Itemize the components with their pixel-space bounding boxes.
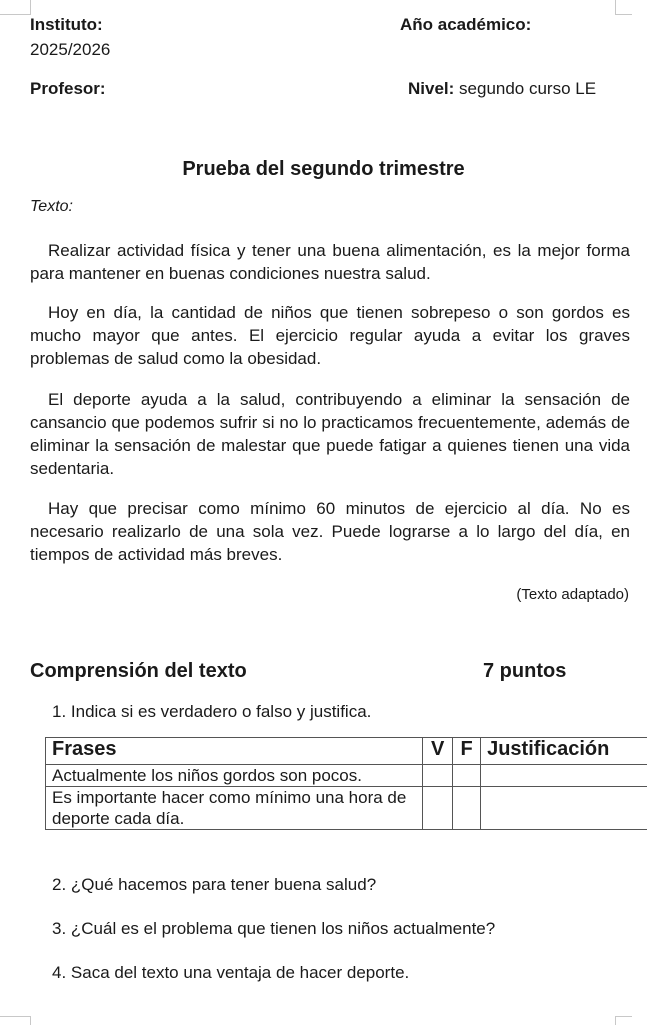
question-1: 1. Indica si es verdadero o falso y justifica. — [52, 702, 371, 722]
column-header-f: F — [453, 738, 481, 765]
teacher-label: Profesor: — [30, 78, 106, 100]
question-4: 4. Saca del texto una ventaja de hacer deporte. — [52, 963, 409, 983]
academic-year-label: Año académico: — [400, 14, 531, 36]
table-header-row — [46, 738, 647, 765]
statement-cell: Actualmente los niños gordos son pocos. — [46, 765, 423, 787]
column-header-justificacion: Justificación — [481, 738, 647, 765]
true-false-table — [45, 737, 647, 830]
paragraph: Hoy en día, la cantidad de niños que tienen sobrepeso o son gordos es mucho mayor que antes. El ejercicio regular ayuda a evitar los graves problemas de salud como la obesidad. — [30, 301, 630, 370]
text-label: Texto: — [30, 198, 73, 216]
paragraph: Hay que precisar como mínimo 60 minutos de ejercicio al día. No es necesario realizarlo de una sola vez. Puede lograrse a lo largo del día, en tiempos de actividad más breves. — [30, 497, 630, 566]
justification-cell[interactable] — [481, 787, 647, 830]
statement-cell: Es importante hacer como mínimo una hora de deporte cada día. — [46, 787, 423, 830]
source-note: (Texto adaptado) — [516, 586, 629, 603]
table-row — [46, 787, 647, 830]
page-corner-mark — [0, 0, 31, 15]
question-2: 2. ¿Qué hacemos para tener buena salud? — [52, 875, 376, 895]
level-label: Nivel: — [408, 79, 454, 98]
column-header-frases: Frases — [46, 738, 423, 765]
paragraph: Realizar actividad física y tener una buena alimentación, es la mejor forma para mantener en buenas condiciones nuestra salud. — [30, 239, 630, 285]
section-title: Comprensión del texto — [30, 660, 247, 683]
page-corner-mark — [615, 0, 632, 15]
false-answer-cell[interactable] — [453, 787, 481, 830]
level-value: segundo curso LE — [459, 79, 596, 98]
false-answer-cell[interactable] — [453, 765, 481, 787]
column-header-v: V — [423, 738, 453, 765]
table-row — [46, 765, 647, 787]
true-answer-cell[interactable] — [423, 787, 453, 830]
level-field — [408, 78, 596, 100]
academic-year-value: 2025/2026 — [30, 39, 110, 61]
justification-cell[interactable] — [481, 765, 647, 787]
question-3: 3. ¿Cuál es el problema que tienen los niños actualmente? — [52, 919, 495, 939]
true-answer-cell[interactable] — [423, 765, 453, 787]
paragraph: El deporte ayuda a la salud, contribuyendo a eliminar la sensación de cansancio que podemos sufrir si no lo practicamos frecuentemente, además de eliminar la sensación de malestar que puede fatigar a quienes tienen una vida sedentaria. — [30, 388, 630, 480]
institute-label: Instituto: — [30, 14, 103, 36]
section-points: 7 puntos — [483, 660, 566, 683]
exam-title: Prueba del segundo trimestre — [0, 158, 647, 181]
